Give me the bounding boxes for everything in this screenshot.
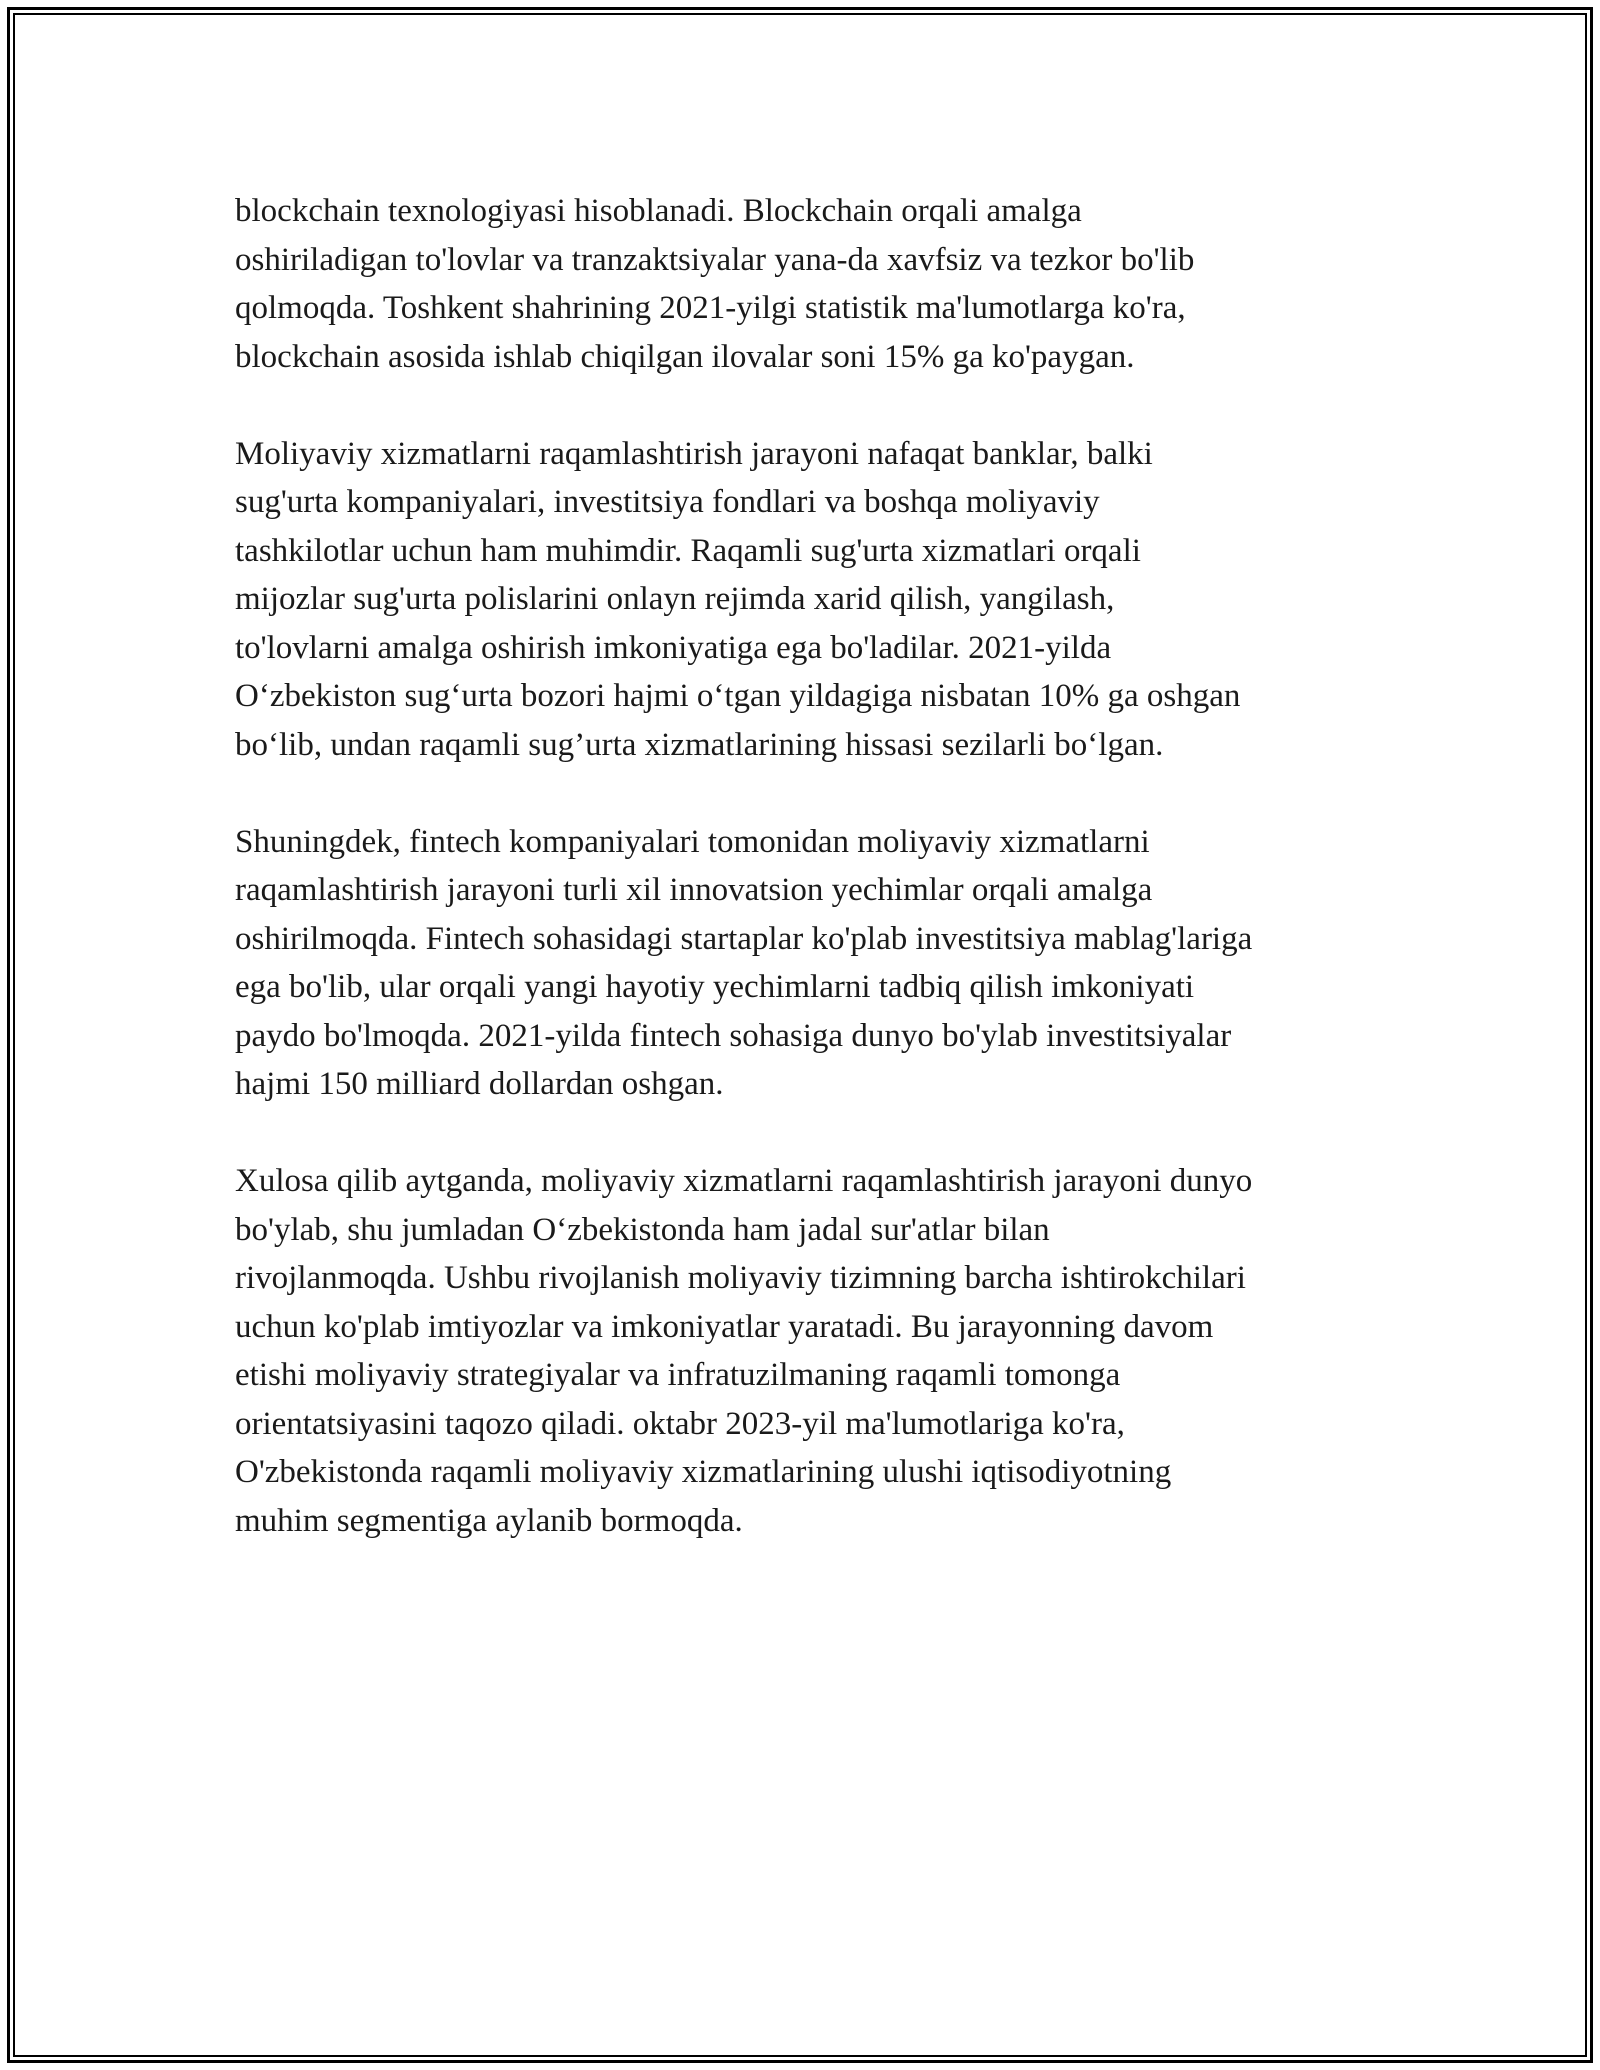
text-line: Xulosa qilib aytganda, moliyaviy xizmatlarni raqamlashtirish jarayoni dunyo xyxy=(235,1163,1253,1199)
document-body xyxy=(235,187,1375,1594)
text-line: orientatsiyasini taqozo qiladi. oktabr 2023-yil ma'lumotlariga ko'ra, xyxy=(235,1405,1125,1442)
text-line: tashkilotlar uchun ham muhimdir. Raqamli sug'urta xizmatlari orqali xyxy=(235,532,1141,569)
text-line: Moliyaviy xizmatlarni raqamlashtirish jarayoni nafaqat banklar, balki xyxy=(235,435,1153,472)
text-line: hajmi 150 milliard dollardan oshgan. xyxy=(235,1066,724,1102)
text-line: O'zbekistonda raqamli moliyaviy xizmatlarining ulushi iqtisodiyotning xyxy=(235,1454,1172,1490)
text-line: blockchain asosida ishlab chiqilgan ilovalar soni 15% ga ko'paygan. xyxy=(235,338,1135,375)
paragraph-insurance xyxy=(235,430,1375,770)
paragraph-conclusion xyxy=(235,1157,1375,1545)
text-line: Shuningdek, fintech kompaniyalari tomonidan moliyaviy xizmatlarni xyxy=(235,823,1150,860)
text-line: muhim segmentiga aylanib bormoqda. xyxy=(235,1502,743,1539)
text-line: paydo bo'lmoqda. 2021-yilda fintech sohasiga dunyo bo'ylab investitsiyalar xyxy=(235,1017,1232,1054)
text-line: O‘zbekiston sug‘urta bozori hajmi o‘tgan yildagiga nisbatan 10% ga oshgan xyxy=(235,678,1241,714)
text-line: rivojlanmoqda. Ushbu rivojlanish moliyaviy tizimning barcha ishtirokchilari xyxy=(235,1260,1246,1296)
text-line: qolmoqda. Toshkent shahrining 2021-yilgi statistik ma'lumotlarga ko'ra, xyxy=(235,290,1186,326)
text-line: etishi moliyaviy strategiyalar va infratuzilmaning raqamli tomonga xyxy=(235,1357,1121,1393)
paragraph-fintech xyxy=(235,818,1375,1109)
text-line: raqamlashtirish jarayoni turli xil innovatsion yechimlar orqali amalga xyxy=(235,872,1153,908)
text-line: mijozlar sug'urta polislarini onlayn rejimda xarid qilish, yangilash, xyxy=(235,581,1115,617)
text-line: blockchain texnologiyasi hisoblanadi. Blockchain orqali amalga xyxy=(235,193,1082,229)
text-line: oshiriladigan to'lovlar va tranzaktsiyalar yana-da xavfsiz va tezkor bo'lib xyxy=(235,241,1195,278)
text-line: uchun ko'plab imtiyozlar va imkoniyatlar yaratadi. Bu jarayonning davom xyxy=(235,1308,1214,1345)
text-line: bo‘lib, undan raqamli sug’urta xizmatlarining hissasi sezilarli bo‘lgan. xyxy=(235,726,1164,763)
text-line: sug'urta kompaniyalari, investitsiya fondlari va boshqa moliyaviy xyxy=(235,484,1100,520)
paragraph-blockchain xyxy=(235,187,1375,381)
text-line: bo'ylab, shu jumladan O‘zbekistonda ham jadal sur'atlar bilan xyxy=(235,1211,1050,1248)
text-line: to'lovlarni amalga oshirish imkoniyatiga ega bo'ladilar. 2021-yilda xyxy=(235,629,1112,666)
text-line: ega bo'lib, ular orqali yangi hayotiy yechimlarni tadbiq qilish imkoniyati xyxy=(235,969,1195,1005)
text-line: oshirilmoqda. Fintech sohasidagi startaplar ko'plab investitsiya mablag'lariga xyxy=(235,920,1253,957)
